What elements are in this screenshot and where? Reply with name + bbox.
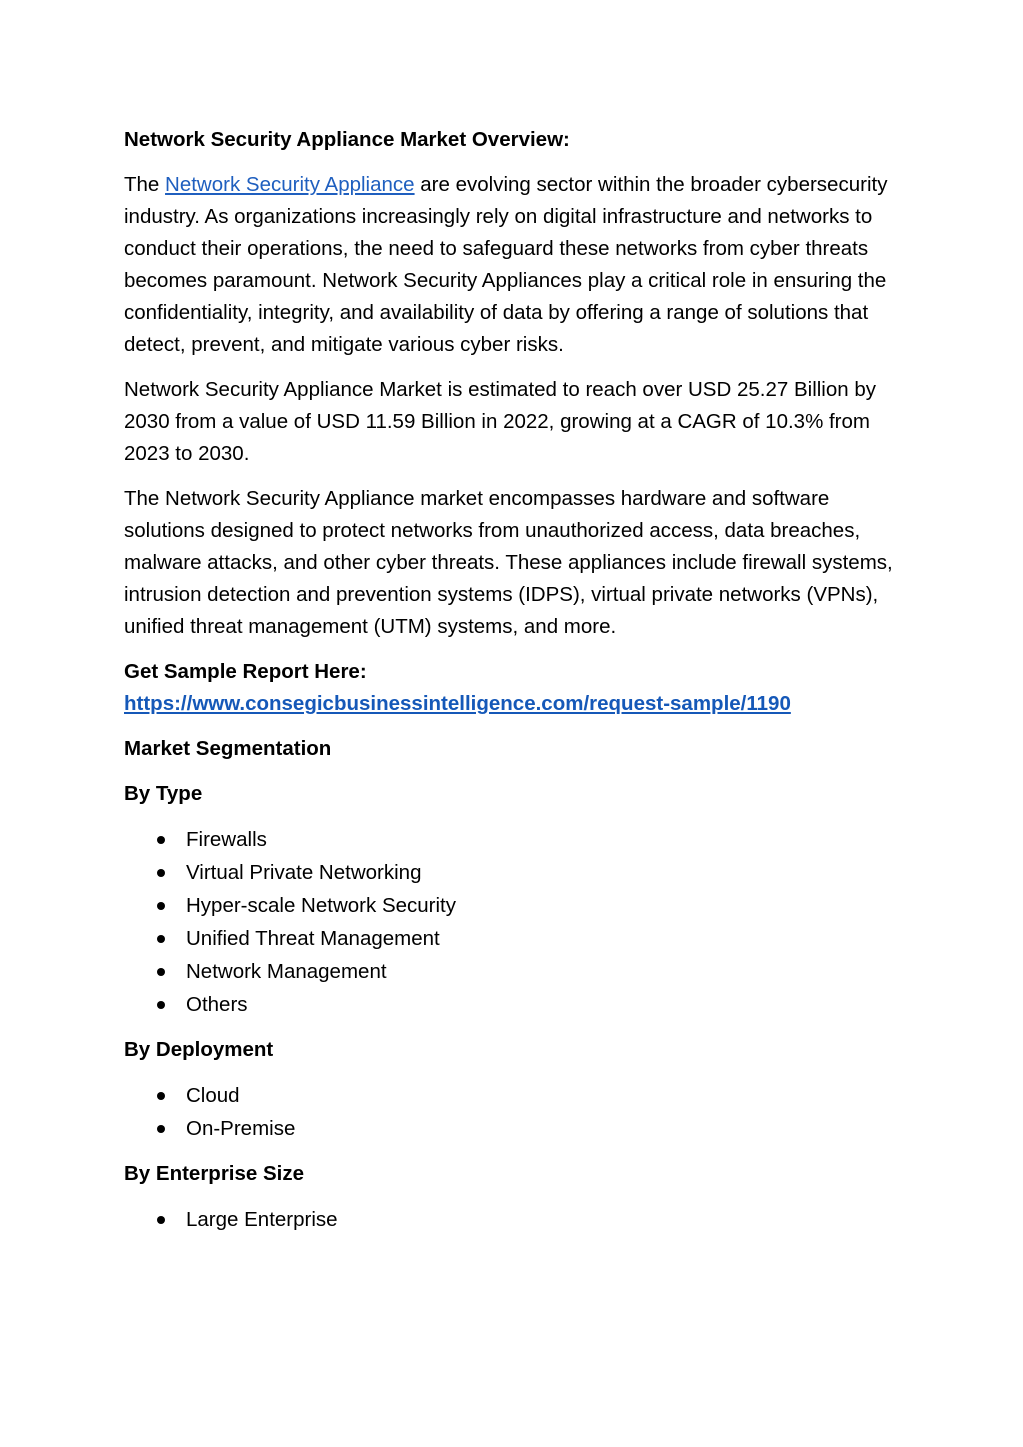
list-item <box>124 955 914 988</box>
list-item-text: Cloud <box>186 1084 240 1107</box>
sample-report-link[interactable]: https://www.consegicbusinessintelligence.com/request-sample/1190 <box>124 692 791 715</box>
list-item <box>124 1203 914 1236</box>
bullet-icon <box>157 1125 165 1133</box>
intro-paragraph <box>124 169 914 361</box>
document-page <box>124 124 914 1249</box>
list-item <box>124 1112 914 1145</box>
list-item-text: Large Enterprise <box>186 1208 338 1231</box>
by-deployment-list <box>124 1079 914 1145</box>
market-estimate-paragraph: Network Security Appliance Market is estimated to reach over USD 25.27 Billion by 2030 from a value of USD 11.59 Billion in 2022, growing at a CAGR of 10.3% from 2023 to 2030. <box>124 378 877 465</box>
list-item <box>124 922 914 955</box>
by-deployment-heading: By Deployment <box>124 1038 274 1061</box>
intro-prefix: The <box>124 173 166 196</box>
bullet-icon <box>157 902 165 910</box>
page-title: Network Security Appliance Market Overview: <box>124 128 570 151</box>
segmentation-heading: Market Segmentation <box>124 737 332 760</box>
list-item-text: Unified Threat Management <box>186 927 440 950</box>
market-scope-paragraph: The Network Security Appliance market encompasses hardware and software solutions designed to protect networks from unauthorized access, data breaches, malware attacks, and other cyber threats. These appliances include firewall systems, intrusion detection and prevention systems (IDPS), virtual private networks (VPNs), unified threat management (UTM) systems, and more. <box>124 487 893 638</box>
bullet-icon <box>157 1216 165 1224</box>
list-item <box>124 889 914 922</box>
list-item <box>124 856 914 889</box>
bullet-icon <box>157 1001 165 1009</box>
by-type-heading: By Type <box>124 782 203 805</box>
intro-suffix: are evolving sector within the broader cybersecurity industry. As organizations increasingly rely on digital infrastructure and networks to conduct their operations, the need to safeguard these networks from cyber threats becomes paramount. Network Security Appliances play a critical role in ensuring the confidentiality, integrity, and availability of data by offering a range of solutions that detect, prevent, and mitigate various cyber risks. <box>124 173 888 356</box>
bullet-icon <box>157 869 165 877</box>
list-item-text: Virtual Private Networking <box>186 861 422 884</box>
sample-report-label: Get Sample Report Here: <box>124 660 367 683</box>
network-security-appliance-link[interactable]: Network Security Appliance <box>165 173 415 196</box>
list-item <box>124 1079 914 1112</box>
bullet-icon <box>157 968 165 976</box>
list-item-text: Others <box>186 993 248 1016</box>
list-item-text: On-Premise <box>186 1117 296 1140</box>
list-item-text: Firewalls <box>186 828 267 851</box>
by-type-list <box>124 823 914 1021</box>
by-enterprise-size-list <box>124 1203 914 1236</box>
list-item-text: Hyper-scale Network Security <box>186 894 456 917</box>
list-item <box>124 988 914 1021</box>
list-item-text: Network Management <box>186 960 387 983</box>
bullet-icon <box>157 1092 165 1100</box>
bullet-icon <box>157 935 165 943</box>
bullet-icon <box>157 836 165 844</box>
sample-report-block <box>124 656 914 720</box>
list-item <box>124 823 914 856</box>
by-enterprise-size-heading: By Enterprise Size <box>124 1162 305 1185</box>
